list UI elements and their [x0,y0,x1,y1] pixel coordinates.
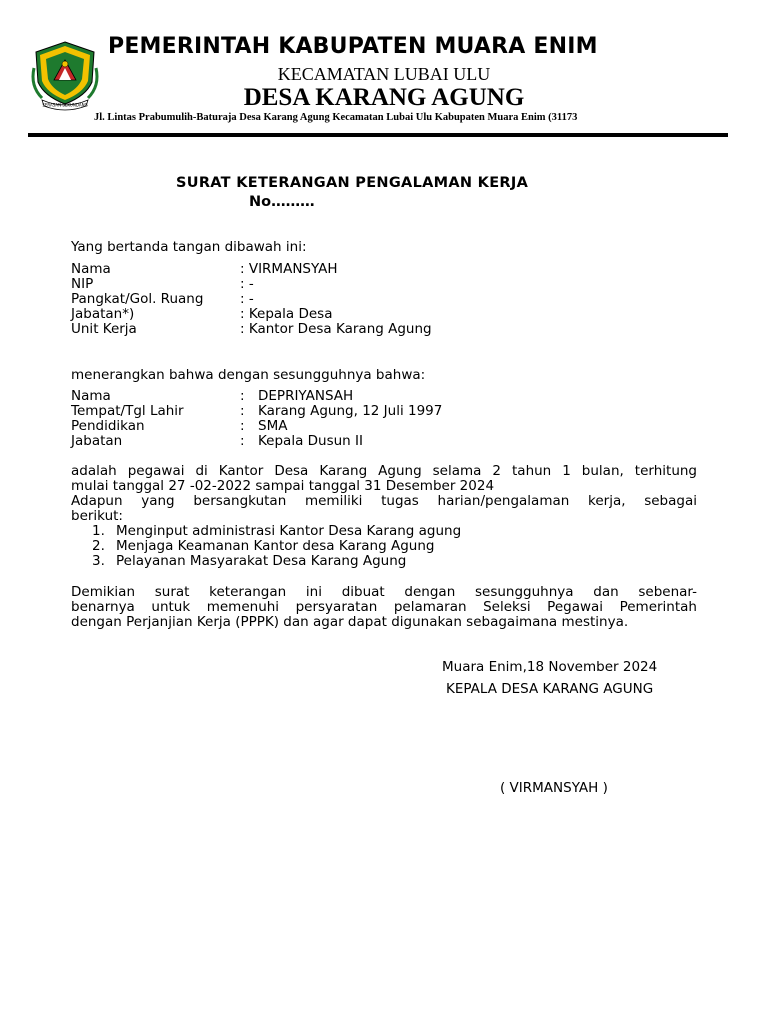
signer-label-position: Jabatan*) [71,306,135,322]
list-item [92,524,461,539]
employment-period-line1: adalah pegawai di Kantor Desa Karang Agung selama 2 tahun 1 bulan, terhitung [71,463,697,479]
duties-intro-line1: Adapun yang bersangkutan memiliki tugas harian/pengalaman kerja, sebagai [71,493,697,509]
closing-line3: dengan Perjanjian Kerja (PPPK) dan agar dapat digunakan sebagaimana mestinya. [71,614,629,630]
signer-value-rank: : - [240,291,254,307]
intro-text: Yang bertanda tangan dibawah ini: [71,239,307,255]
duties-list [92,524,461,569]
letterhead-district: KECAMATAN LUBAI ULU [277,64,491,84]
signer-value-position: : Kepala Desa [240,306,333,322]
list-item-number: 3. [92,553,105,569]
list-item-text: Menginput administrasi Kantor Desa Karang agung [116,523,462,539]
employee-sep-name: : [240,388,245,404]
signer-name: ( VIRMANSYAH ) [500,780,608,796]
employee-value-education: SMA [258,418,288,434]
letterhead-government: PEMERINTAH KABUPATEN MUARA ENIM [108,34,598,59]
signer-label-name: Nama [71,261,111,277]
employee-label-education: Pendidikan [71,418,145,434]
statement-text: menerangkan bahwa dengan sesungguhnya bahwa: [71,367,426,383]
list-item-text: Menjaga Keamanan Kantor desa Karang Agung [116,538,435,554]
closing-line1: Demikian surat keterangan ini dibuat dengan sesungguhnya dan sebenar- [71,584,697,600]
employee-label-position: Jabatan [71,433,123,449]
employee-label-birth: Tempat/Tgl Lahir [71,403,184,419]
duties-intro-line2: berikut: [71,508,123,524]
employee-sep-education: : [240,418,245,434]
letter-title: SURAT KETERANGAN PENGALAMAN KERJA [176,175,529,191]
closing-line2: benarnya untuk memenuhi persyaratan pelamaran Seleksi Pegawai Pemerintah [71,599,697,615]
signer-label-unit: Unit Kerja [71,321,137,337]
signer-value-name: : VIRMANSYAH [240,261,338,277]
signer-title: KEPALA DESA KARANG AGUNG [446,681,654,697]
employee-value-birth: Karang Agung, 12 Juli 1997 [258,403,443,419]
list-item-text: Pelayanan Masyarakat Desa Karang Agung [116,553,407,569]
place-date: Muara Enim,18 November 2024 [442,659,658,675]
signer-label-rank: Pangkat/Gol. Ruang [71,291,204,307]
list-item-number: 1. [92,523,105,539]
employee-value-position: Kepala Dusun II [258,433,363,449]
letterhead-address: Jl. Lintas Prabumulih-Baturaja Desa Karang Agung Kecamatan Lubai Ulu Kabupaten Muara Enim (31173 [94,112,578,123]
list-item-number: 2. [92,538,105,554]
signer-value-nip: : - [240,276,254,292]
employee-label-name: Nama [71,388,111,404]
employee-value-name: DEPRIYANSAH [258,388,354,404]
letter-number: No……… [249,194,315,210]
list-item [92,554,461,569]
letterhead-village: DESA KARANG AGUNG [243,84,525,111]
employment-period-line2: mulai tanggal 27 -02-2022 sampai tanggal 31 Desember 2024 [71,478,495,494]
employee-sep-position: : [240,433,245,449]
signer-value-unit: : Kantor Desa Karang Agung [240,321,432,337]
letterhead-divider [28,133,728,137]
logo-ribbon-text: SERASAN SEKUNDANG [42,102,88,108]
signer-label-nip: NIP [71,276,94,292]
employee-sep-birth: : [240,403,245,419]
list-item [92,539,461,554]
